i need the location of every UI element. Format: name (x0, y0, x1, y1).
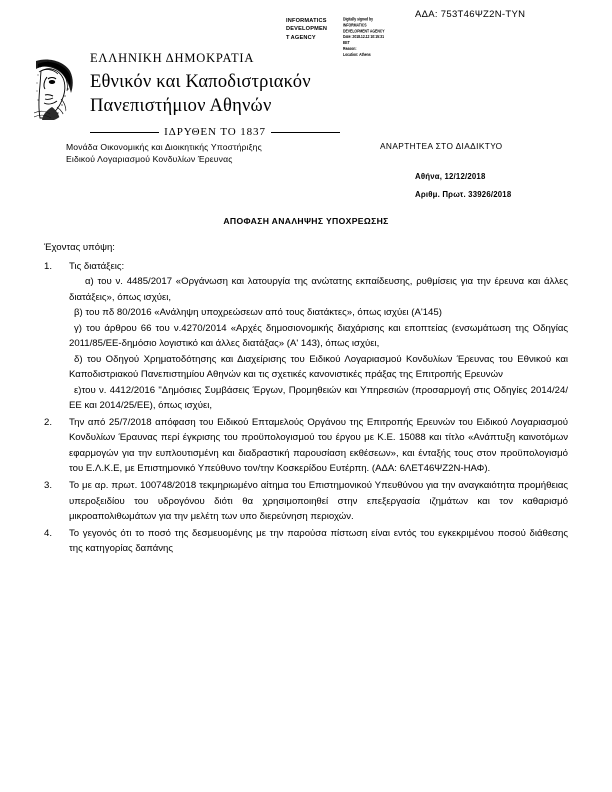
item-text: Το με αρ. πρωτ. 100748/2018 τεκμηριωμένο αίτημα του Επιστημονικού Υπευθύνου για την αναγκαιότητα προμήθειας υπεροξειδίου του υδρογόνου διότι θα χρησιμοποιηθεί στην επεξεργασία ιζημάτων και τον καθαρισμό μικροαπολιθωμάτων για την μελέτη των υπο διερεύνηση περιοχών. (69, 479, 568, 523)
signature-details (343, 17, 405, 58)
signature-agency-line-3: T AGENCY (286, 34, 316, 41)
founded-label: ΙΔΡΥΘΕΝ ΤΟ 1837 (164, 126, 266, 138)
sub-list-item: ε)του ν. 4412/2016 "Δημόσιες Συμβάσεις Έργων, Προμηθειών και Υπηρεσιών (προσαρμογή στις Οδηγίες 2014/24/ΕΕ και 2014/25/ΕΕ), όπως ισχύει, (69, 384, 568, 412)
university-emblem-icon (28, 55, 82, 123)
founded-rule-left (90, 132, 159, 133)
list-item (44, 415, 568, 477)
page-title: ΑΠΟΦΑΣΗ ΑΝΑΛΗΨΗΣ ΥΠΟΧΡΕΩΣΗΣ (223, 216, 389, 226)
ada-code: ΑΔΑ: 753Τ46ΨΖ2Ν-ΤΥΝ (415, 9, 526, 20)
provisions-list (44, 259, 568, 557)
sub-provisions-list (69, 274, 568, 414)
item-number: 1. (44, 260, 53, 272)
signature-detail-line-2: INFORMATICS (343, 22, 367, 28)
founded-rule-right (271, 132, 340, 133)
publication-notice: ΑΝΑΡΤΗΤΕΑ ΣΤΟ ΔΙΑΔΙΚΤΥΟ (380, 141, 503, 151)
preamble-text: Έχοντας υπόψη: (44, 242, 115, 253)
list-item (44, 526, 568, 557)
signature-detail-line-6: Reason: (343, 46, 357, 52)
sub-list-item: β) του πδ 80/2016 «Ανάληψη υποχρεώσεων από τους διατάκτες», όπως ισχύει (Α'145) (74, 307, 442, 319)
item-text: Το γεγονός ότι το ποσό της δεσμευομένης με την παρούσα πίστωση είναι εντός του εγκεκριμένου ποσού διάθεσης της κατηγορίας δαπάνης (69, 527, 568, 555)
sub-list-item: γ) του άρθρου 66 του ν.4270/2014 «Αρχές δημοσιονομικής διαχάρισης και εποπτείας (ενσωμάτωση της Οδηγίας 2011/85/ΕΕ-δημόσιο λογιστικό και άλλες διατάξας» (Α' 143), όπως ισχύει, (69, 322, 568, 350)
signature-detail-line-1: Digitally signed by (343, 17, 373, 22)
unit-subtitle (66, 141, 262, 165)
sub-list-item: α) του ν. 4485/2017 «Οργάνωση και λατουργία της ανώτατης εκπαίδευσης, ρυθμίσεις για την έρευνα και άλλες διατάξεις», όπως ισχύει, (69, 276, 568, 303)
item-number: 3. (44, 479, 53, 491)
signature-detail-line-3: DEVELOPMENT AGENCY (343, 28, 385, 34)
item-number: 4. (44, 527, 53, 539)
unit-line-1: Μονάδα Οικονομικής και Διοικητικής Υποστήριξης (66, 142, 262, 152)
sub-list-item: δ) του Οδηγού Χρηματοδότησης και Διαχείρισης του Ειδικού Λογαριασμού Κονδυλίων Έρευνας του Εθνικού και Καποδιστριακού Πανεπιστημίου Αθηνών και τις σχετικές κανονιστικές πράξας της Επιτροπής Ερευνών (69, 353, 568, 381)
item-lead: Τις διατάξεις: (69, 260, 125, 272)
unit-line-2: Ειδικού Λογαριασμού Κονδυλίων Έρευνας (66, 154, 233, 165)
list-item (44, 259, 568, 414)
document-body (44, 240, 568, 558)
signature-detail-line-5: EET (343, 40, 350, 46)
signature-agency-name (286, 17, 340, 42)
letterhead-university-line-2: Πανεπιστήμιον Αθηνών (90, 96, 272, 117)
letterhead-text (90, 52, 311, 119)
signature-detail-line-7: Location: Athens (343, 52, 371, 57)
document-date: Αθήνα, 12/12/2018 (415, 172, 486, 181)
list-item (44, 478, 568, 525)
letterhead-republic-line: ΕΛΛΗΝΙΚΗ ΔΗΜΟΚΡΑΤΙΑ (90, 51, 255, 65)
signature-detail-line-4: Date: 2018.12.12 10:15:31 (343, 34, 384, 40)
protocol-number: Αριθμ. Πρωτ. 33926/2018 (415, 190, 512, 199)
item-text: Την από 25/7/2018 απόφαση του Ειδικού Επταμελούς Οργάνου της Επιτροπής Ερευνών του Ειδικού Λογαριασμού Κονδυλίων Έραυνας περί έγκρισης του προϋπολογισμού του έργου με Κ.Ε. 15088 και τίτλο «Ανάπτυξη καινοτόμων εφαρμογών για την ευπλουτισμένη και διαδραστική παρουσίαση εκθέσεων», και ένταξής τους στον προϋπολογισμό του Ε.Λ.Κ.Ε, με Επιστημονικό Υπεύθυνο τον/την Κοσκερίδου Ευτέρπη. (ΑΔΑ: 6ΛΕΤ46ΨΖ2Ν-ΗΑΦ). (69, 416, 568, 475)
signature-agency-line-2: DEVELOPMEN (286, 26, 328, 33)
digital-signature-stamp (286, 17, 406, 57)
letterhead-university-line-1: Εθνικόν και Καποδιστριακόν (90, 71, 311, 92)
signature-agency-line-1: INFORMATICS (286, 18, 327, 24)
letterhead-founded (90, 126, 340, 138)
item-number: 2. (44, 416, 53, 428)
